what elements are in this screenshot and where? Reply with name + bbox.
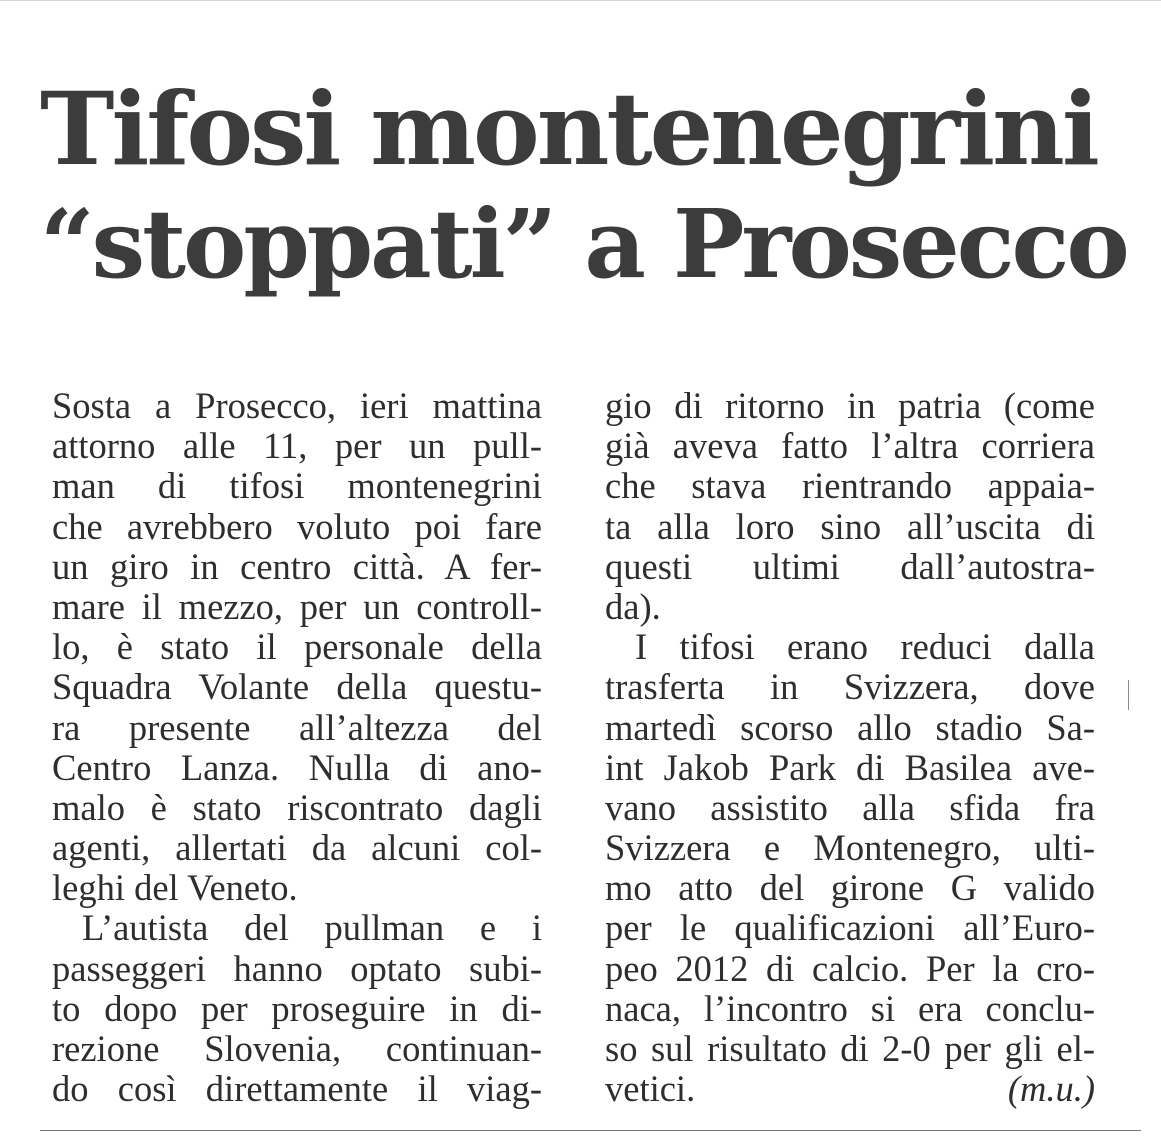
headline-line-1: Tifosi montenegrini — [40, 70, 1097, 188]
body-line: ta alla loro sino all’uscita di — [605, 505, 1095, 547]
final-line-row — [605, 1069, 1095, 1109]
body-line: peo 2012 di calcio. Per la cro- — [605, 947, 1095, 989]
column-edge-mark — [1128, 680, 1129, 710]
body-line: mare il mezzo, per un controll- — [52, 585, 542, 627]
body-line: int Jakob Park di Basilea ave- — [605, 746, 1095, 788]
body-line: da). — [605, 585, 661, 627]
headline-line-2: “stoppati” a Prosecco — [40, 189, 1127, 300]
body-line: Centro Lanza. Nulla di ano- — [52, 746, 542, 788]
body-line: Svizzera e Montenegro, ulti- — [605, 827, 1095, 869]
body-line: malo è stato riscontrato dagli — [52, 786, 542, 828]
body-line: rezione Slovenia, continuan- — [52, 1028, 542, 1069]
body-line: questi ultimi dall’autostra- — [605, 545, 1095, 587]
top-border — [0, 0, 1161, 7]
body-line: già aveva fatto l’altra corriera — [605, 425, 1095, 467]
headline — [40, 72, 1130, 302]
body-line: vetici. — [605, 1068, 696, 1110]
author-signoff: (m.u.) — [1007, 1068, 1095, 1110]
body-line: che avrebbero voluto poi fare — [52, 505, 542, 547]
body-line: do così direttamente il viag- — [52, 1068, 542, 1110]
body-line: martedì scorso allo stadio Sa- — [605, 706, 1095, 748]
paragraph-start-line: L’autista del pullman e i — [82, 907, 542, 949]
body-line: so sul risultato di 2-0 per gli el- — [605, 1028, 1095, 1069]
body-line: che stava rientrando appaia- — [605, 465, 1095, 507]
body-line: lo, è stato il personale della — [52, 626, 542, 668]
body-line: Sosta a Prosecco, ieri mattina — [52, 385, 542, 426]
body-line: leghi del Veneto. — [52, 867, 298, 909]
body-line: gio di ritorno in patria (come — [605, 385, 1095, 426]
body-line: mo atto del girone G valido — [605, 867, 1095, 909]
body-line: passeggeri hanno optato subi- — [52, 947, 542, 989]
body-line: agenti, allertati da alcuni col- — [52, 827, 542, 869]
body-line: un giro in centro città. A fer- — [52, 545, 542, 587]
body-line: per le qualificazioni all’Euro- — [605, 907, 1095, 949]
body-line: attorno alle 11, per un pull- — [52, 425, 542, 467]
body-line: vano assistito alla sfida fra — [605, 786, 1095, 828]
body-line: to dopo per proseguire in di- — [52, 987, 542, 1029]
body-line: trasferta in Svizzera, dove — [605, 666, 1095, 708]
bottom-rule — [40, 1130, 1141, 1131]
article-column-right — [605, 386, 1095, 1109]
body-line: naca, l’incontro si era conclu- — [605, 987, 1095, 1029]
paragraph-start-line: I tifosi erano reduci dalla — [635, 626, 1095, 668]
body-line: ra presente all’altezza del — [52, 706, 542, 748]
body-line: Squadra Volante della questu- — [52, 666, 542, 708]
article-column-left — [52, 386, 542, 1109]
body-line: man di tifosi montenegrini — [52, 465, 542, 507]
